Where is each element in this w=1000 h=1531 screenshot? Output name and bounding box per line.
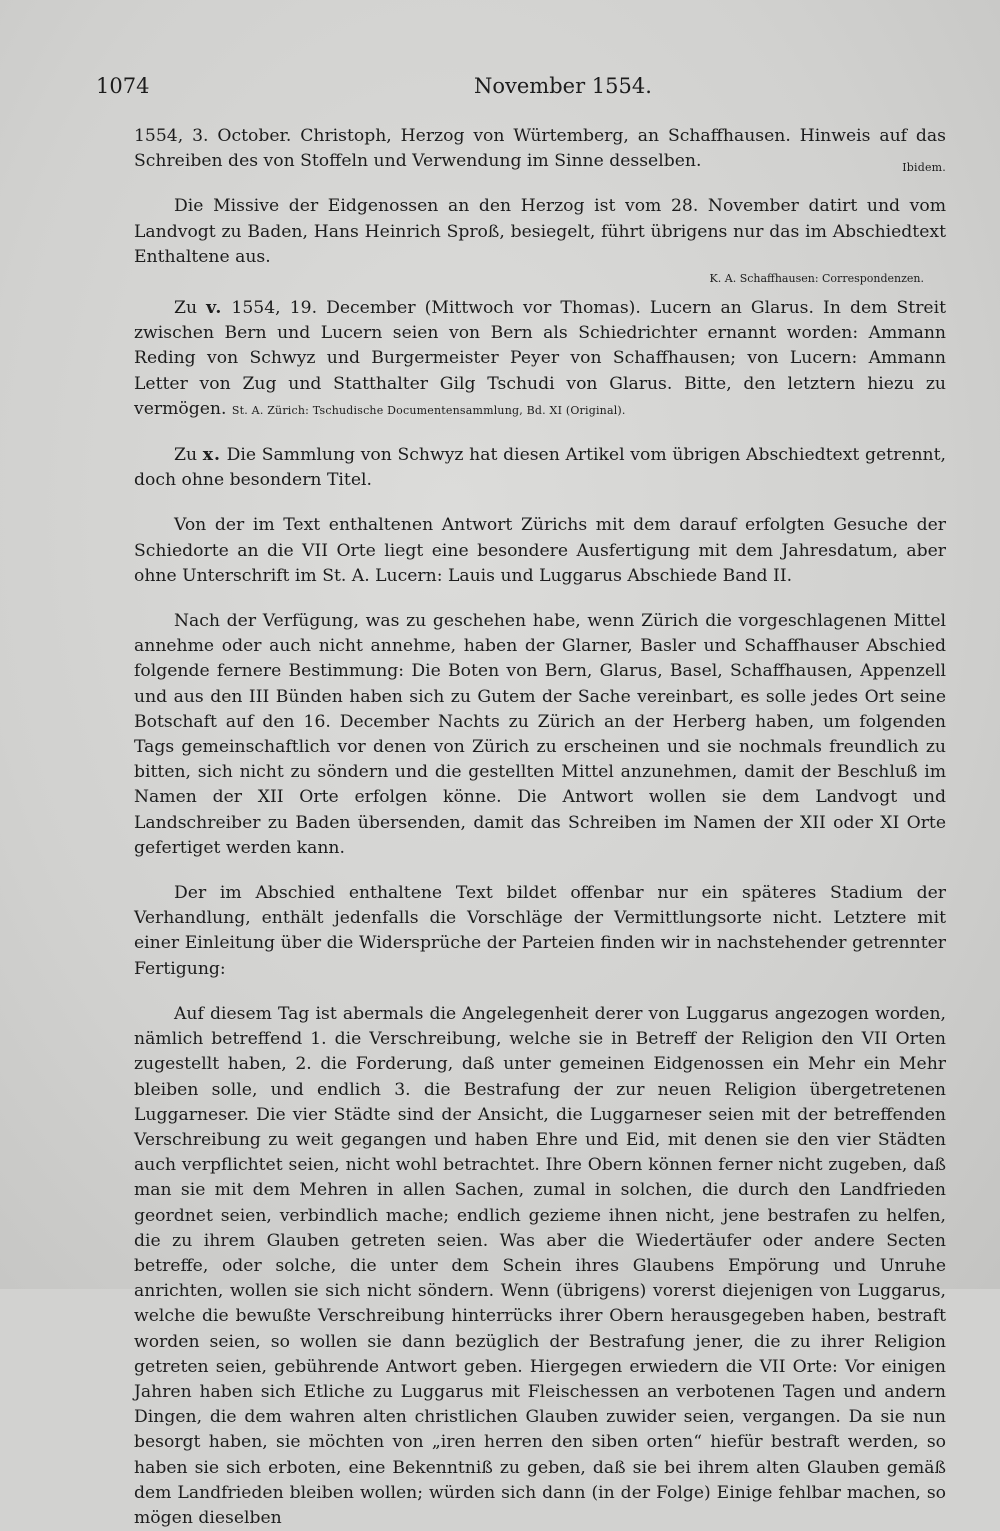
source-citation: St. A. Zürich: Tschudische Documentensammlung, Bd. XI (Original). <box>231 403 626 417</box>
paragraph-text: Nach der Verfügung, was zu geschehen habe, wenn Zürich die vorgeschlagenen Mittel annehme oder auch nicht annehme, haben der Glarner, Basler und Schaffhauser Abschied folgende fernere Bestimmung: Die Boten von Bern, Glarus, Basel, Schaffhausen, Appenzell und aus den III Bünden haben sich zu Gutem der Sache vereinbart, es solle jedes Ort seine Botschaft auf den 16. December Nachts zu Zürich an der Herberg haben, um folgenden Tags gemeinschaftlich vor denen von Zürich zu erscheinen und sie nochmals freundlich zu bitten, sich nicht zu söndern und die gestellten Mittel anzunehmen, damit der Beschluß im Namen der XII Orte erfolgen könne. Die Antwort wollen sie dem Landvogt und Landschreiber zu Baden übersenden, damit das Schreiben im Namen der XII oder XI Orte gefertiget werden kann. <box>134 611 946 858</box>
source-citation: K. A. Schaffhausen: Correspondenzen. <box>709 272 924 286</box>
page-body <box>134 124 946 1531</box>
paragraph-2 <box>134 194 946 270</box>
paragraph-3 <box>134 296 946 423</box>
paragraph-4 <box>134 443 946 493</box>
section-label-letter: v. <box>206 298 223 319</box>
paragraph-text: 1554, 3. October. Christoph, Herzog von Würtemberg, an Schaffhausen. Hinweis auf das Schreiben des von Stoffeln und Verwendung im Sinne desselben. <box>134 126 946 172</box>
paragraph-1 <box>134 124 946 174</box>
paragraph-text: Auf diesem Tag ist abermals die Angelegenheit derer von Luggarus angezogen worden, nämlich betreffend 1. die Verschreibung, welche sie in Betreff der Religion den VII Orten zugestellt haben, 2. die Forderung, daß unter gemeinen Eidgenossen ein Mehr ein Mehr bleiben solle, und endlich 3. die Bestrafung der zur neuen Religion übergetretenen Luggarneser. Die vier Städte sind der Ansicht, die Luggarneser seien mit der betreffenden Verschreibung zu weit gegangen und haben Ehre und Eid, mit denen sie den vier Städten auch verpflichtet seien, nicht wohl betrachtet. Ihre Obern können ferner nicht zugeben, daß man sie mit dem Mehren in allen Sachen, zumal in solchen, die durch den Landfrieden geordnet seien, verbindlich mache; endlich gezieme ihnen nicht, jene bestrafen zu helfen, die zu ihrem Glauben getreten seien. Was aber die Wiedertäufer oder andere Secten betreffe, oder solche, die unter dem Schein ihres Glaubens Empörung und Unruhe anrichten, wollen sie sich nicht söndern. Wenn (übrigens) vorerst diejenigen von Luggarus, welche die bewußte Verschreibung hinterrücks ihrer Obern herausgegeben haben, bestraft worden seien, so wollen sie dann bezüglich der Bestrafung jener, die zu ihrer Religion getreten seien, gebührende Antwort geben. Hiergegen erwiedern die VII Orte: Vor einigen Jahren haben sich Etliche zu Luggarus mit Fleischessen an verbotenen Tagen und andern Dingen, die dem wahren alten christlichen Glauben zuwider seien, vergangen. Da sie nun besorgt haben, sie möchten von „iren herren den siben orten“ hiefür bestraft werden, so haben sie sich erboten, eine Bekenntniß zu geben, daß sie bei ihrem alten Glauben gemäß dem Landfrieden bleiben wollen; würden sich dann (in der Folge) Einige fehlbar machen, so mögen dieselben <box>134 1003 946 1528</box>
paragraph-text: 1554, 19. December (Mittwoch vor Thomas). Lucern an Glarus. In dem Streit zwischen Bern und Lucern seien von Bern als Schiedrichter ernannt worden: Ammann Reding von Schwyz und Burgermeister Peyer von Schaffhausen; von Lucern: Ammann Letter von Zug und Statthalter Gilg Tschudi von Glarus. Bitte, den letztern hiezu zu vermögen. <box>134 298 946 419</box>
section-label-prefix: Zu <box>174 298 198 319</box>
paragraph-text: Von der im Text enthaltenen Antwort Zürichs mit dem darauf erfolgten Gesuche der Schiedorte an die VII Orte liegt eine besondere Ausfertigung mit dem Jahresdatum, aber ohne Unterschrift im St. A. Lucern: Lauis und Luggarus Abschiede Band II. <box>134 515 946 586</box>
paragraph-7 <box>134 881 946 982</box>
paragraph-text: Der im Abschied enthaltene Text bildet offenbar nur ein späteres Stadium der Verhandlung, enthält jedenfalls die Vorschläge der Vermittlungsorte nicht. Letztere mit einer Einleitung über die Widersprüche der Parteien finden wir in nachstehender getrennter Fertigung: <box>134 883 946 979</box>
section-label-letter: x. <box>202 445 221 466</box>
paragraph-6 <box>134 609 946 861</box>
running-title: November 1554. <box>474 74 652 98</box>
source-citation: Ibidem. <box>902 161 946 175</box>
page-header <box>96 74 926 102</box>
paragraph-8 <box>134 1002 946 1531</box>
paragraph-5 <box>134 513 946 589</box>
paragraph-text: Die Missive der Eidgenossen an den Herzog ist vom 28. November datirt und vom Landvogt zu Baden, Hans Heinrich Sproß, besiegelt, führt übrigens nur das im Abschiedtext Enthaltene aus. <box>134 196 946 267</box>
page-number: 1074 <box>96 74 150 98</box>
paragraph-text: Die Sammlung von Schwyz hat diesen Artikel vom übrigen Abschiedtext getrennt, doch ohne besondern Titel. <box>134 445 946 491</box>
section-label-prefix: Zu <box>174 445 198 466</box>
